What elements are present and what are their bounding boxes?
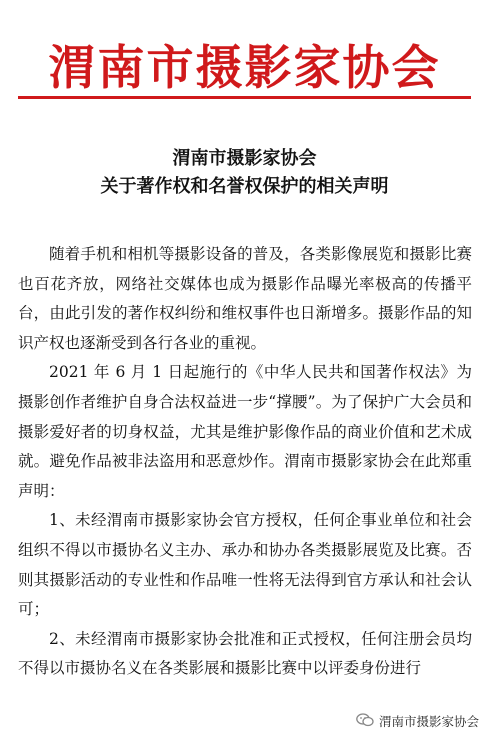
- paragraph: 2021 年 6 月 1 日起施行的《中华人民共和国著作权法》为摄影创作者维护自身合法权益进一步“撑腰”。为了保护广大会员和摄影爱好者的切身权益，尤其是维护影像作品的商业价值和艺术成就。避免作品被非法盗用和恶意炒作。渭南市摄影家协会在此郑重声明：: [18, 363, 472, 500]
- wechat-account-name: 渭南市摄影家协会: [379, 714, 480, 729]
- document-heading-line2: 关于著作权和名誉权保护的相关声明: [100, 176, 389, 197]
- document-body: [18, 240, 472, 684]
- document-heading-line1: 渭南市摄影家协会: [172, 148, 317, 169]
- red-divider: [18, 96, 471, 99]
- wechat-icon: [356, 713, 374, 727]
- paragraph: 2、未经渭南市摄影家协会批准和正式授权，任何注册会员均不得以市摄协名义在各类影展和摄影比赛中以评委身份进行: [18, 629, 472, 678]
- masthead: [0, 20, 489, 106]
- org-title: 渭南市摄影家协会: [48, 41, 441, 96]
- paragraph: 1、未经渭南市摄影家协会官方授权，任何企事业单位和社会组织不得以市摄协名义主办、承办和协办各类摄影展览及比赛。否则其摄影活动的专业性和作品唯一性将无法得到官方承认和社会认可；: [18, 511, 472, 619]
- paragraph: 随着手机和相机等摄影设备的普及，各类影像展览和摄影比赛也百花齐放，网络社交媒体也成为摄影作品曝光率极高的传播平台，由此引发的著作权纠纷和维权事件也日渐增多。摄影作品的知识产权也逐渐受到各行各业的重视。: [18, 245, 472, 352]
